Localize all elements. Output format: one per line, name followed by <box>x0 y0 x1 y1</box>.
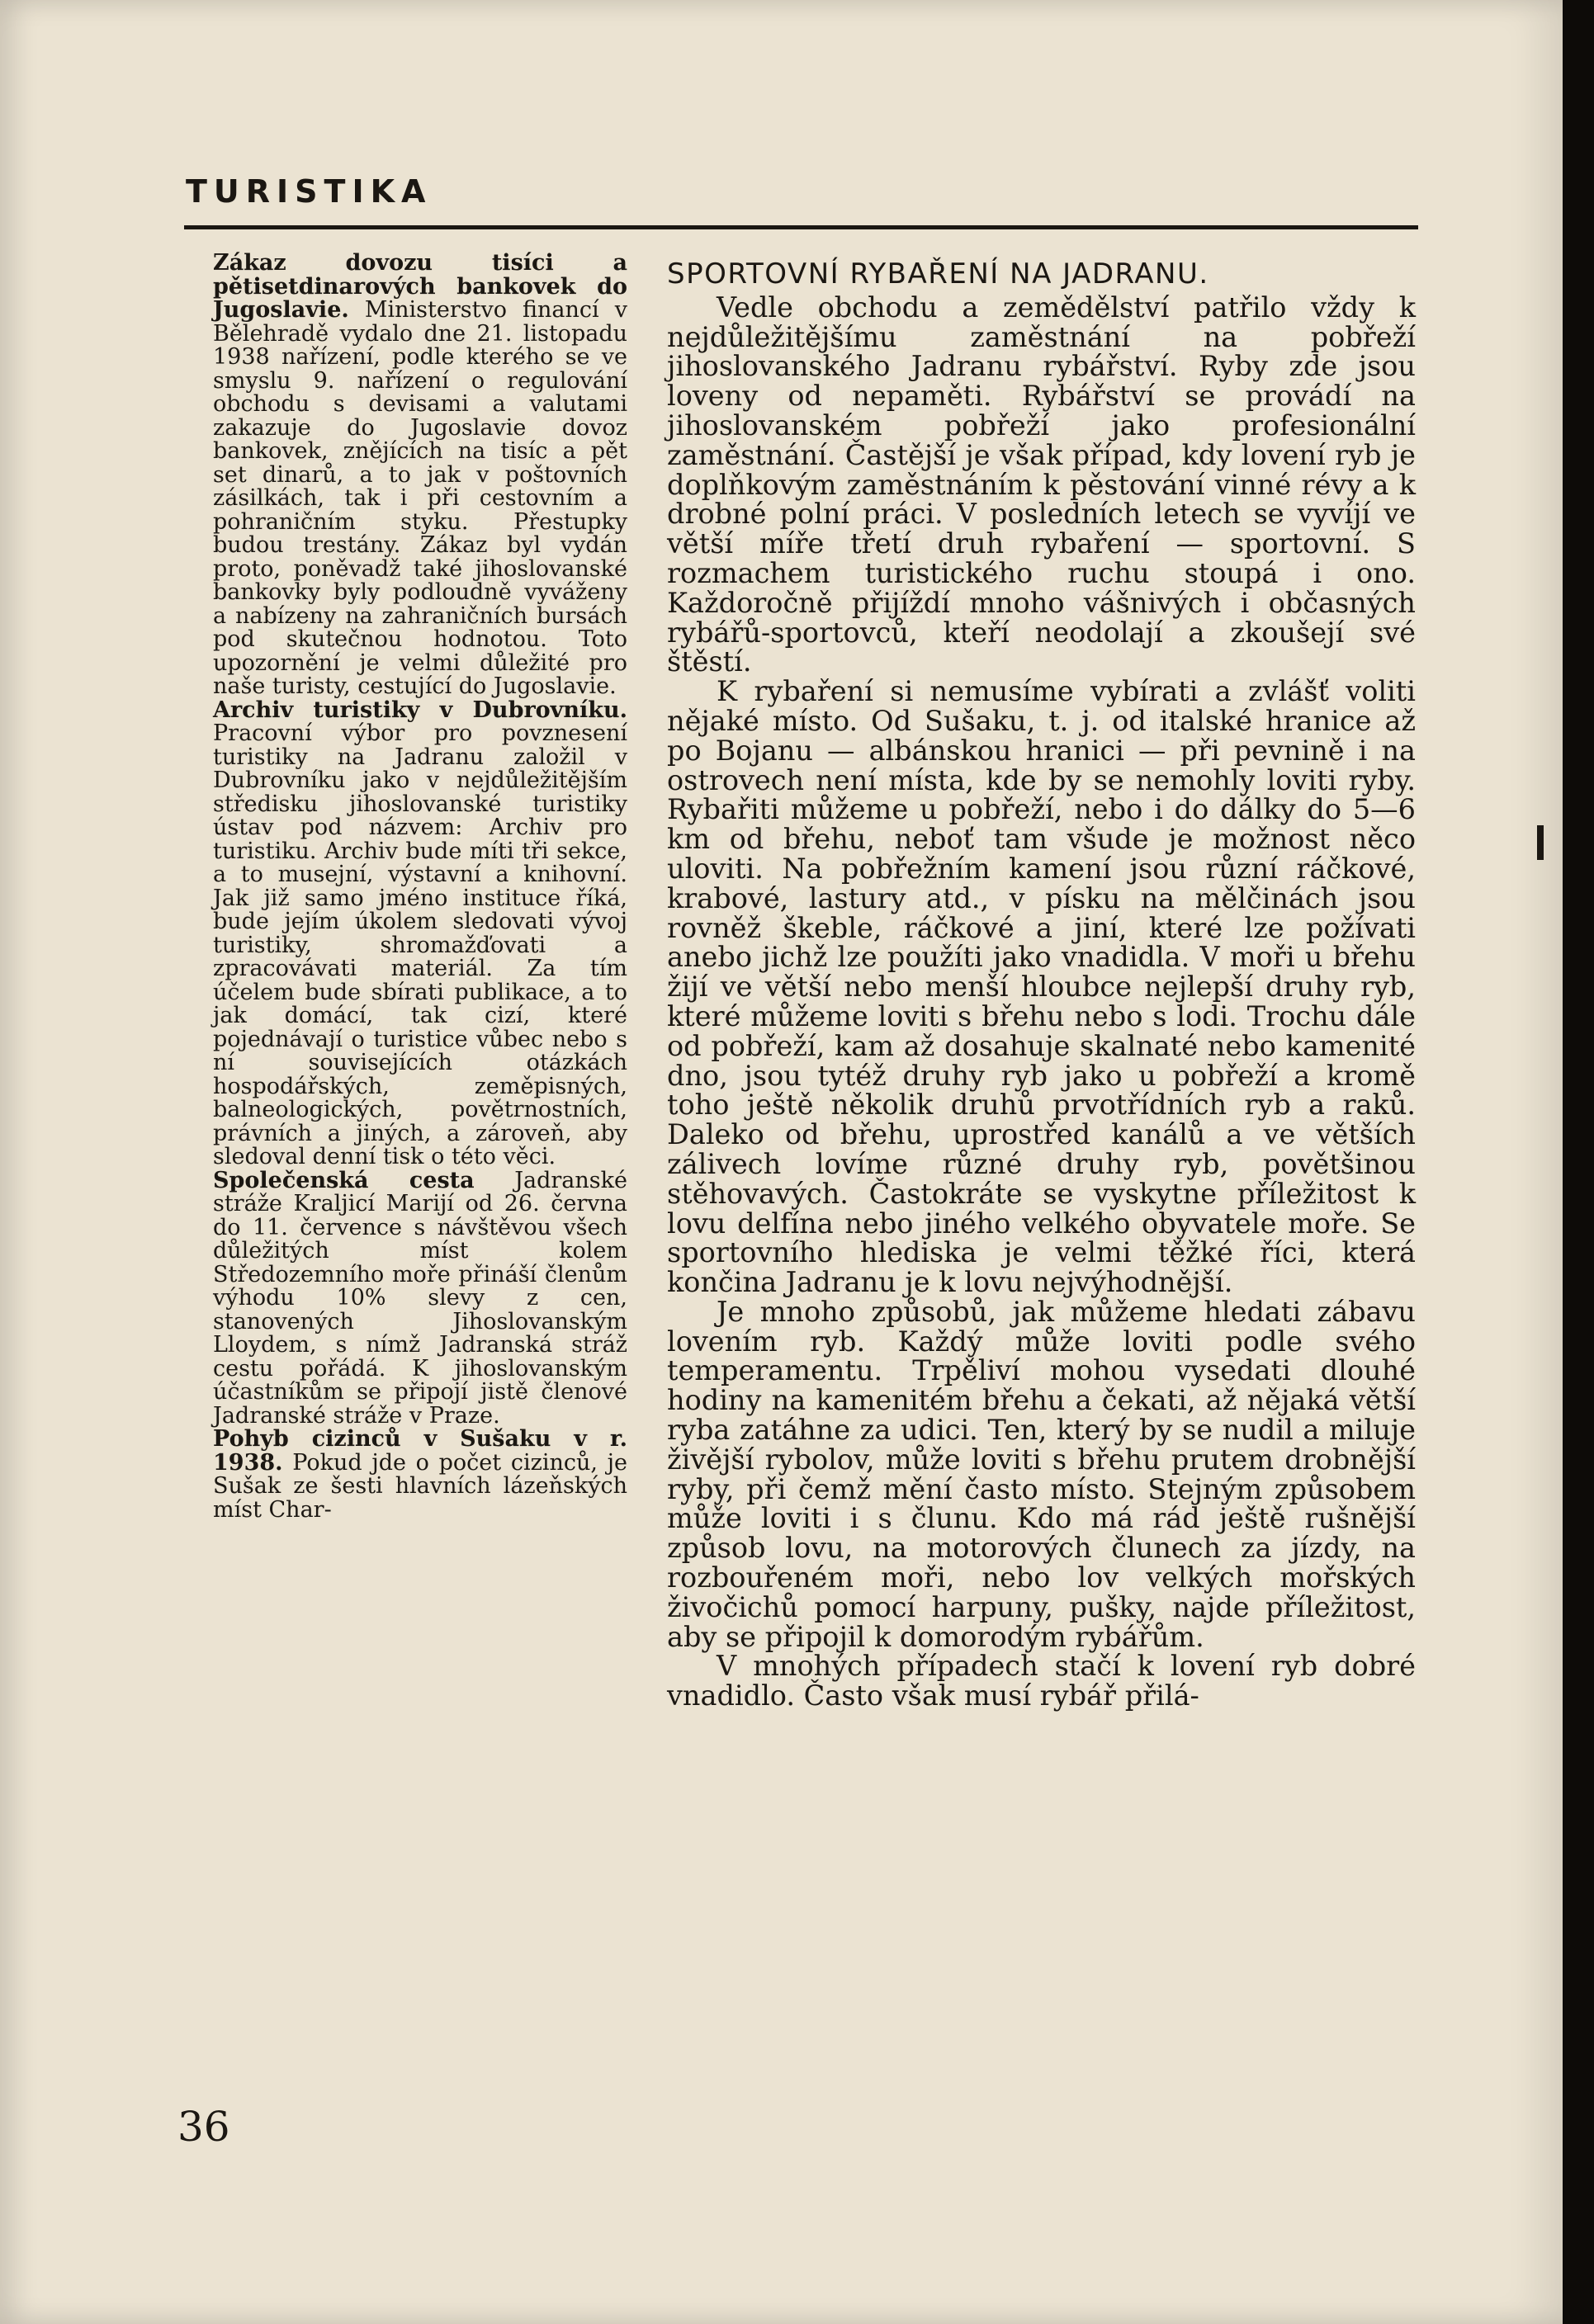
news-item-banknotes <box>213 252 627 699</box>
news-item-cruise <box>213 1169 627 1429</box>
news-item-lead: Archiv turistiky v Dubrovníku. <box>213 697 627 723</box>
news-item-lead: Pohyb cizinců v Sušaku v r. 1938. <box>213 1426 627 1476</box>
news-item-lead: Společenská cesta <box>213 1167 475 1193</box>
section-title: TURISTIKA <box>186 173 433 210</box>
margin-mark <box>1537 825 1544 860</box>
article-paragraph: K rybaření si nemusíme vybírati a zvlášť voliti nějaké místo. Od Sušaku, t. j. od italské hranice až po Bojanu — albánskou hranici — při pevnině i na ostrovech není místa, kde by se nemohly loviti ryby. Rybařiti můžeme u pobřeží, nebo i do dálky do 5—6 km od břehu, neboť tam všude je možnost něco uloviti. Na pobřežním kamení jsou různí ráčkové, krabové, lastury atd., v písku na mělčinách jsou rovněž škeble, ráčkové a jiní, které lze požívati anebo jichž lze použíti jako vnadidla. V moři u břehu žijí ve větší nebo menší hloubce nejlepší druhy ryb, které můžeme loviti s břehu nebo s lodi. Trochu dále od pobřeží, kam až dosahuje skalnaté nebo kamenité dno, jsou tytéž druhy ryb jako u pobřeží a kromě toho ještě několik druhů prvotřídních ryb a raků. Daleko od břehu, uprostřed kanálů a ve větších zálivech lovíme různé druhy ryb, povětšinou stěhovavých. Častokráte se vyskytne příležitost k lovu delfína nebo jiného velkého obyvatele moře. Se sportovního hlediska je velmi těžké říci, která končina Jadranu je k lovu nejvýhodnější. <box>667 675 1416 1299</box>
news-column <box>213 252 627 1522</box>
news-item-lead: Zákaz dovozu tisíci a pětisetdinarových bankovek do Jugoslavie. <box>213 250 627 323</box>
article-paragraph: V mnohých případech stačí k lovení ryb dobré vnadidlo. Často však musí rybář přilá- <box>667 1650 1416 1712</box>
news-item-archive <box>213 699 627 1169</box>
header-rule <box>184 225 1418 229</box>
article-column <box>667 257 1416 1712</box>
news-item-text: Pracovní výbor pro povznesení turistiky na Jadranu založil v Dubrovníku jako v nejdůležitějším středisku jihoslovanské turistiky ústav pod názvem: Archiv pro turistiku. Archiv bude míti tři sekce, a to musejní, výstavní a knihovní. Jak již samo jméno instituce říká, bude jejím úkolem sledovati vývoj turistiky, shromažďovati a zpracovávati materiál. Za tím účelem bude sbírati publikace, a to jak domácí, tak cizí, které pojednávají o turistice vůbec nebo s ní souvisejících otázkách hospodářských, zeměpisných, balneologických, povětrnostních, právních a jiných, a zároveň, aby sledoval denní tisk o této věci. <box>213 720 627 1169</box>
article-paragraph: Vedle obchodu a zemědělství patřilo vždy k nejdůležitějšímu zaměstnání na pobřeží jihoslovanského Jadranu rybářství. Ryby zde jsou loveny od nepaměti. Rybářství se provádí na jihoslovanském pobřeží jako profesionální zaměstnání. Častější je však případ, kdy lovení ryb je doplňkovým zaměstnáním k pěstování vinné révy a k drobné polní práci. V posledních letech se vyvíjí ve větší míře třetí druh rybaření — sportovní. S rozmachem turistického ruchu stoupá i ono. Každoročně přijíždí mnoho vášnivých i občasných rybářů-sportovců, kteří neodolají a zkoušejí své štěstí. <box>667 290 1416 678</box>
page-number: 36 <box>177 2103 230 2151</box>
news-item-text: Jadranské stráže Kraljicí Marijí od 26. června do 11. července s návštěvou všech důležitých míst kolem Středozemního moře přináší členům výhodu 10% slevy z cen, stanovených Jihoslovanským Lloydem, s nímž Jadranská stráž cestu pořádá. K jihoslovanským účastníkům se připojí jistě členové Jadranské stráže v Praze. <box>213 1167 627 1429</box>
news-item-foreigners <box>213 1428 627 1522</box>
article-heading: SPORTOVNÍ RYBAŘENÍ NA JADRANU. <box>667 257 1209 290</box>
news-item-text: Ministerstvo financí v Bělehradě vydalo dne 21. listopadu 1938 nařízení, podle kterého se ve smyslu 9. nařízení o regulování obchodu s devisami a valutami zakazuje do Jugoslavie dovoz bankovek, znějících na tisíc a pět set dinarů, a to jak v poštovních zásilkách, tak i při cestovním a pohraničním styku. Přestupky budou trestány. Zákaz byl vydán proto, poněvadž také jihoslovanské bankovky byly podloudně vyváženy a nabízeny na zahraničních bursách pod skutečnou hodnotou. Toto upozornění je velmi důležité pro naše turisty, cestující do Jugoslavie. <box>213 297 627 699</box>
news-item-text: Pokud jde o počet cizinců, je Sušak ze šesti hlavních lázeňských míst Char- <box>213 1449 627 1523</box>
article-paragraph: Je mnoho způsobů, jak můžeme hledati zábavu lovením ryb. Každý může loviti podle svého temperamentu. Trpěliví mohou vysedati dlouhé hodiny na kamenitém břehu a čekati, až nějaká větší ryba zatáhne za udici. Ten, který by se nudil a miluje živější rybolov, může loviti s břehu prutem drobnější ryby, při čemž mění často místo. Stejným způsobem může loviti i s člunu. Kdo má rád ještě rušnější způsob lovu, na motorových člunech za jízdy, na rozbouřeném moři, nebo lov velkých mořských živočichů pomocí harpuny, pušky, najde příležitost, aby se připojil k domorodým rybářům. <box>667 1295 1416 1653</box>
